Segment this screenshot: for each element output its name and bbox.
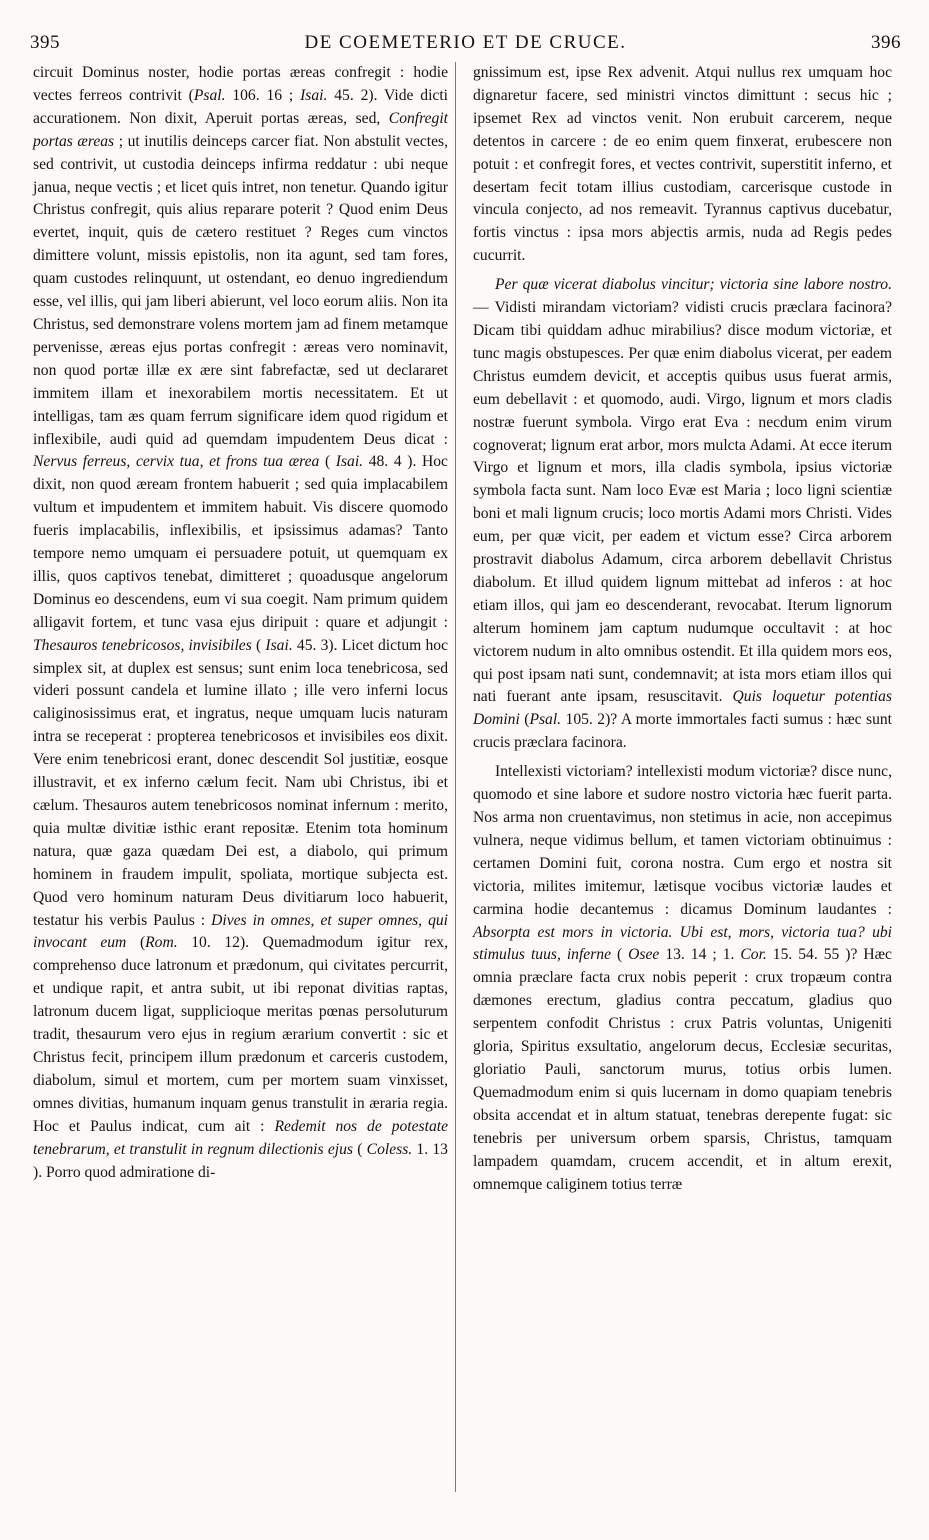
citation: Cor.	[740, 946, 767, 964]
text-run: (	[519, 711, 530, 729]
text-run: (	[251, 636, 266, 654]
citation: Psal.	[193, 86, 226, 104]
right-paragraph-2	[473, 274, 892, 755]
text-run: (	[319, 453, 336, 471]
quotation: Absorpta est mors in victoria. Ubi est, mors, victoria tua? ubi stimulus tuus, inferne	[473, 923, 892, 964]
text-run: circuit Dominus noster, hodie portas æreas confregit : hodie vectes ferreos contrivit (	[33, 64, 448, 104]
left-column	[33, 62, 448, 1184]
quotation: Quis loquetur potentias Domini	[473, 688, 892, 729]
text-run: — Vidisti mirandam victoriam? vidisti crucis præclara facinora? Dicam tibi quiddam adhuc mirabilius? disce modum victoriæ, et tunc magis obstupesces. Per quæ enim diabolus vicerat, per eadem Christus eumdem devicit, et acceptis quibus usus fuerat armis, eum debellavit : et quomodo, audi. Virgo, lignum et mors cladis nostræ fuerunt symbola. Virgo erat Eva : necdum enim virum cognoverat; lignum erat arbor, mors mulcta Adami. At ecce iterum Virgo et lignum et mors, illa cladis symbola, ipsius victoriæ symbola facta sunt. Nam loco Evæ est Maria ; loco ligni scientiæ boni et mali lignum crucis; loco mortis Adami mors Christi. Vides eum, per quæ vicit, per eadem et victum esse? Circa arborem prostravit diabolus Adamum, circa arborem debellavit Christus diabolum. Et illud quidem lignum mittebat ad inferos : at hoc etiam illos, qui jam eo descenderant, revocabat. Iterum lignorum alterum hominem jam captum nudumque occultavit : at hoc victorem nudum in alto omnibus ostendit. Et illa quidem mors eos, qui post ipsam nati sunt, condemnavit; at ista mors etiam illos qui nati fuerant ante ipsam, resuscitavit.	[473, 299, 892, 706]
text-run: Intellexisti victoriam? intellexisti modum victoriæ? disce nunc, quomodo et sine labore et sudore nostro victoria hæc fuerit parta. Nos arma non cruentavimus, non stetimus in acie, non accepimus vulnera, neque vidimus bellum, et tamen victoriam obtinuimus : certamen Domini fuit, corona nostra. Cum ergo et nostra sit victoria, milites imitemur, lætisque vocibus victoriæ laudes et carmina hodie decantemus : dicamus Dominum laudantes :	[473, 763, 892, 918]
text-run: 45. 2). Vide dicti accurationem. Non dixit, Aperuit portas æreas, sed,	[33, 86, 448, 127]
running-header	[30, 32, 901, 60]
quotation: Thesauros tenebricosos, invisibiles	[33, 636, 252, 654]
citation: Psal.	[529, 711, 562, 729]
citation: Coless.	[366, 1140, 413, 1158]
running-title: DE COEMETERIO ET DE CRUCE.	[304, 32, 627, 53]
text-run: (	[126, 934, 146, 952]
page-number-right: 396	[871, 32, 901, 53]
citation: Rom.	[145, 934, 178, 952]
citation: Osee	[628, 946, 660, 964]
text-run: 10. 12). Quemadmodum igitur rex, comprehenso duce latronum et prædonum, qui civitates percurrit, et undique rapit, et antra subit, ut ibi reponat divitias raptas, latronum ducem ligat, supplicioque meritas pœnas persoluturum tradit, thesaurum vero ejus in regium ærarium convertit : sic et Christus fecit, principem illum prædonum et carceris custodem, diabolum, simul et mortem, cum per mortem suam vinxisset, omnes divitias, humanum inquam genus transtulit in æraria regia. Hoc et Paulus indicat, cum ait :	[33, 934, 449, 1135]
text-run: 45. 3). Licet dictum hoc simplex sit, at duplex est sensus; sunt enim loca tenebricosa, sed videri possunt candela et lumine illato ; ille vero inferni locus caliginosissimus erat, et ingratus, neque umquam lucis naturam intra se receperat : propterea tenebricosos et invisibiles eos dixit. Vere enim tenebricosi erant, donec descendit Sol justitiæ, eosque illustravit, et ex inferno cælum fecit. Nam ubi Christus, ibi et cælum. Thesauros autem tenebricosos nominat infernum : merito, quia multæ divitiæ isthic erant repositæ. Etenim tota hominum natura, quæ gaza quædam Dei est, a diabolo, qui primum hominem in fraudem impulit, spoliata, mortique subjecta est. Quod vero hominum naturam Deus divitiarum loco habuerit, testatur his verbis Paulus :	[33, 636, 449, 929]
right-paragraph-3	[473, 761, 892, 1196]
text-run: 15. 54. 55 )? Hæc omnia præclare facta crux nobis peperit : crux tropæum contra dæmones erectum, gladius contra peccatum, gladius quo serpentem confodit Christus : crux Patris voluntas, Unigeniti gloria, Spiritus exsultatio, angelorum decus, Ecclesiæ securitas, gloriatio Pauli, sanctorum murus, totius orbis lumen. Quemadmodum enim si quis lucernam in domo quapiam tenebris obsita accendat et in altum statuat, tenebras derepente fugat: sic tenebris per universum orbem sparsis, Christus, tamquam lampadem quamdam, crucem accendit, et in altum erexit, omnemque caliginem totius terræ	[473, 946, 892, 1193]
citation: Isai.	[300, 86, 328, 104]
text-run: 1. 13 ). Porro quod admiratione di-	[33, 1140, 448, 1181]
quotation: Confregit portas æreas	[33, 109, 448, 150]
right-column	[473, 62, 892, 1196]
column-divider	[455, 62, 456, 1492]
right-paragraph-1: gnissimum est, ipse Rex advenit. Atqui nullus rex umquam hoc dignaretur facere, sed ministri vinctos dimittunt : secus hic ; ipsemet Rex ad vinctos venit. Non erubuit carcerem, neque detentos in carcere : de eo enim quem finxerat, erubescere non potuit : et confregit fores, et vectes contrivit, superstitit inferno, et desertam fecit totam illius custodiam, carcerisque custode in vincula conjecto, ad nos remeavit. Tyrannus captivus ducebatur, fortis vinctus : ipsa mors abjectis armis, nuda ad Regis pedes cucurrit.	[473, 64, 892, 265]
text-run: 13. 14 ; 1.	[659, 946, 741, 964]
text-run: ; ut inutilis deinceps carcer fiat. Non abstulit vectes, sed contrivit, ut custodia deinceps infirma reddatur : ubi neque janua, neque vectis ; et licet quis intret, non tenetur. Quando igitur Christus confregit, quis alius reparare poterit ? Quod enim Deus evertet, inquit, quis de cætero restituet ? Reges cum vinctos dimittere volunt, missis epistolis, non ita agunt, sed tam fores, quam custodes relinquunt, ut ostendant, eo denuo ingrediendum esse, vel illis, qui jam liberi abierunt, vel loco eorum aliis. Non ita Christus, sed demonstrare volens mortem jam ad finem metamque pervenisse, æreas ejus portas confregit : æreas vero nominavit, non quod portæ illæ ex ære sint fabrefactæ, sed ut declararet immitem illam et inexorabilem mortis necessitatem. Et ut intelligas, tam æs quam ferrum significare idem quod rigidum et inflexibile, audi quid ad quemdam impudentem Deus dicat :	[33, 132, 449, 448]
text-run: 106. 16 ;	[225, 86, 301, 104]
text-run: 105. 2)? A morte immortales facti sumus : hæc sunt crucis præclara facinora.	[473, 711, 893, 752]
quotation: Nervus ferreus, cervix tua, et frons tua ærea	[33, 453, 320, 471]
section-heading: Per quæ vicerat diabolus vincitur; victoria sine labore nostro.	[495, 276, 892, 294]
text-run: 48. 4 ). Hoc dixit, non quod æream frontem habuerit ; sed quia implacabilem vultum et impudentem et immitem habuit. Vis discere quomodo fueris implacabilis, inflexibilis, et ipsissimus adamas? Tanto tempore nemo umquam ei persuadere potuit, ut quemquam ex illis, quos captivos tenebat, dimitteret ; quoadusque angelorum Dominus eo descendens, eum vi sua coegit. Nam primum quidem alligavit fortem, et tunc vasa ejus diripuit : quare et adjungit :	[33, 453, 448, 631]
citation: Isai.	[335, 453, 364, 471]
quotation: Redemit nos de potestate tenebrarum, et transtulit in regnum dilectionis ejus	[33, 1117, 448, 1158]
text-run: (	[611, 946, 629, 964]
citation: Isai.	[265, 636, 293, 654]
quotation: Dives in omnes, et super omnes, qui invocant eum	[33, 911, 448, 952]
page-number-left: 395	[30, 32, 60, 53]
left-paragraph	[33, 62, 448, 1184]
text-run: (	[352, 1140, 367, 1158]
